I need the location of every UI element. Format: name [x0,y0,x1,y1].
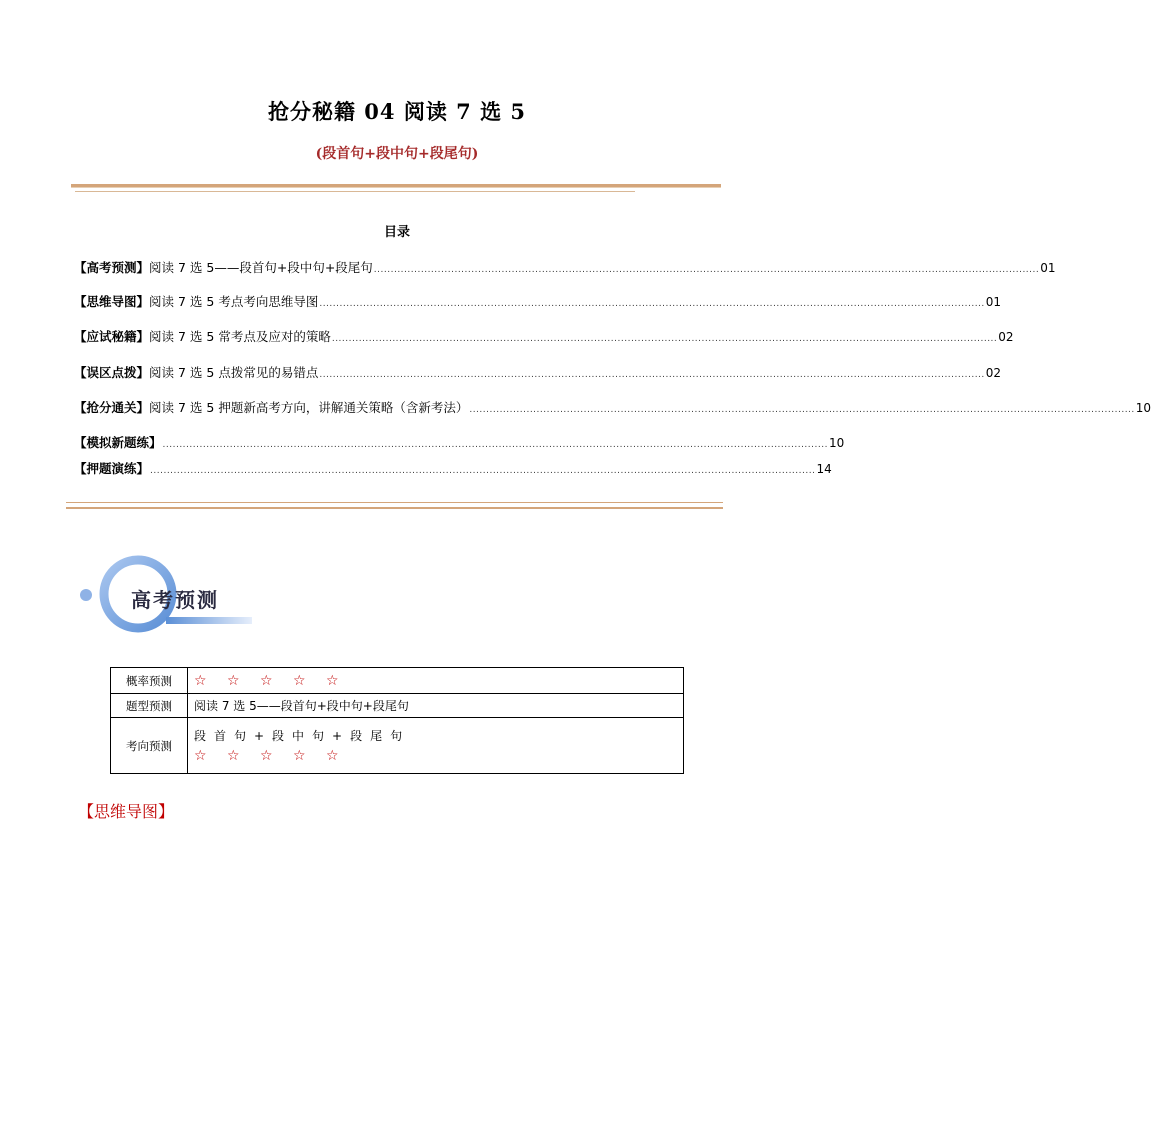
toc-leader: ...................................................................................................................................................................................................... [331,334,998,344]
toc-item-page: 01 [1040,261,1056,275]
row-label: 题型预测 [111,694,188,718]
toc-item[interactable] [74,459,832,477]
toc-item-text: 阅读 7 选 5 点拨常见的易错点 [149,365,319,380]
toc-item[interactable] [74,258,1056,276]
toc-leader: ...................................................................................................................................................................................................... [150,466,816,476]
toc-leader: ...................................................................................................................................................................................................... [319,299,985,309]
bottom-divider-thick [66,507,723,509]
toc-item-tag: 【抢分通关】 [74,400,150,415]
banner-underline [166,617,252,624]
table-row [111,718,684,774]
toc-item-tag: 【高考预测】 [74,260,150,275]
bottom-divider [66,502,723,503]
row-label: 考向预测 [111,718,188,774]
toc-item-tag: 【思维导图】 [74,294,150,309]
toc-leader: ...................................................................................................................................................................................................... [469,405,1135,415]
toc-item-tag: 【误区点拨】 [74,365,150,380]
toc-heading: 目录 [383,225,410,240]
toc-item-tag: 【模拟新题练】 [74,435,162,450]
toc-item[interactable] [74,327,1014,345]
toc-leader: ...................................................................................................................................................................................................... [319,370,985,380]
table-row [111,668,684,694]
toc-item-page: 02 [985,366,1002,380]
toc-item-text: 阅读 7 选 5 押题新高考方向，讲解通关策略（含新考法） [149,400,469,415]
row-label: 概率预测 [111,668,188,694]
banner-dot [80,589,92,601]
toc-item-text: 阅读 7 选 5——段首句+段中句+段尾句 [149,260,373,275]
row-text: 段首句+段中句+段尾句 [194,729,411,743]
toc-item-text: 阅读 7 选 5 常考点及应对的策略 [149,329,331,344]
toc-item-text: 阅读 7 选 5 考点考向思维导图 [149,294,319,309]
toc-item[interactable] [74,363,1002,381]
section-heading-mindmap: 【思维导图】 [78,802,175,821]
row-value: 阅读 7 选 5——段首句+段中句+段尾句 [188,694,684,718]
star-rating: ☆ ☆ ☆ ☆ ☆ [194,748,347,764]
top-divider [71,184,721,188]
banner-label: 高考预测 [131,588,219,612]
toc-item[interactable] [74,433,845,451]
page-title: 抢分秘籍 04 阅读 7 选 5 [267,99,526,124]
toc-item-page: 14 [816,462,832,476]
star-rating: ☆ ☆ ☆ ☆ ☆ [194,672,347,689]
toc-leader: ...................................................................................................................................................................................................... [373,265,1040,275]
page-subtitle: (段首句+段中句+段尾句) [315,146,479,162]
toc-item-page: 02 [998,330,1014,344]
toc-item-tag: 【押题演练】 [74,461,150,476]
table-row [111,694,684,718]
toc-item-tag: 【应试秘籍】 [74,329,150,344]
row-value [188,718,684,774]
toc-item[interactable] [74,398,1151,416]
row-value [188,668,684,694]
toc-item-page: 10 [1135,401,1151,415]
prediction-table [110,667,684,774]
toc-item-page: 10 [828,436,845,450]
toc-leader: ...................................................................................................................................................................................................... [162,440,828,450]
toc-item-page: 01 [985,295,1002,309]
top-divider-thin [75,191,635,192]
toc-item[interactable] [74,292,1002,310]
